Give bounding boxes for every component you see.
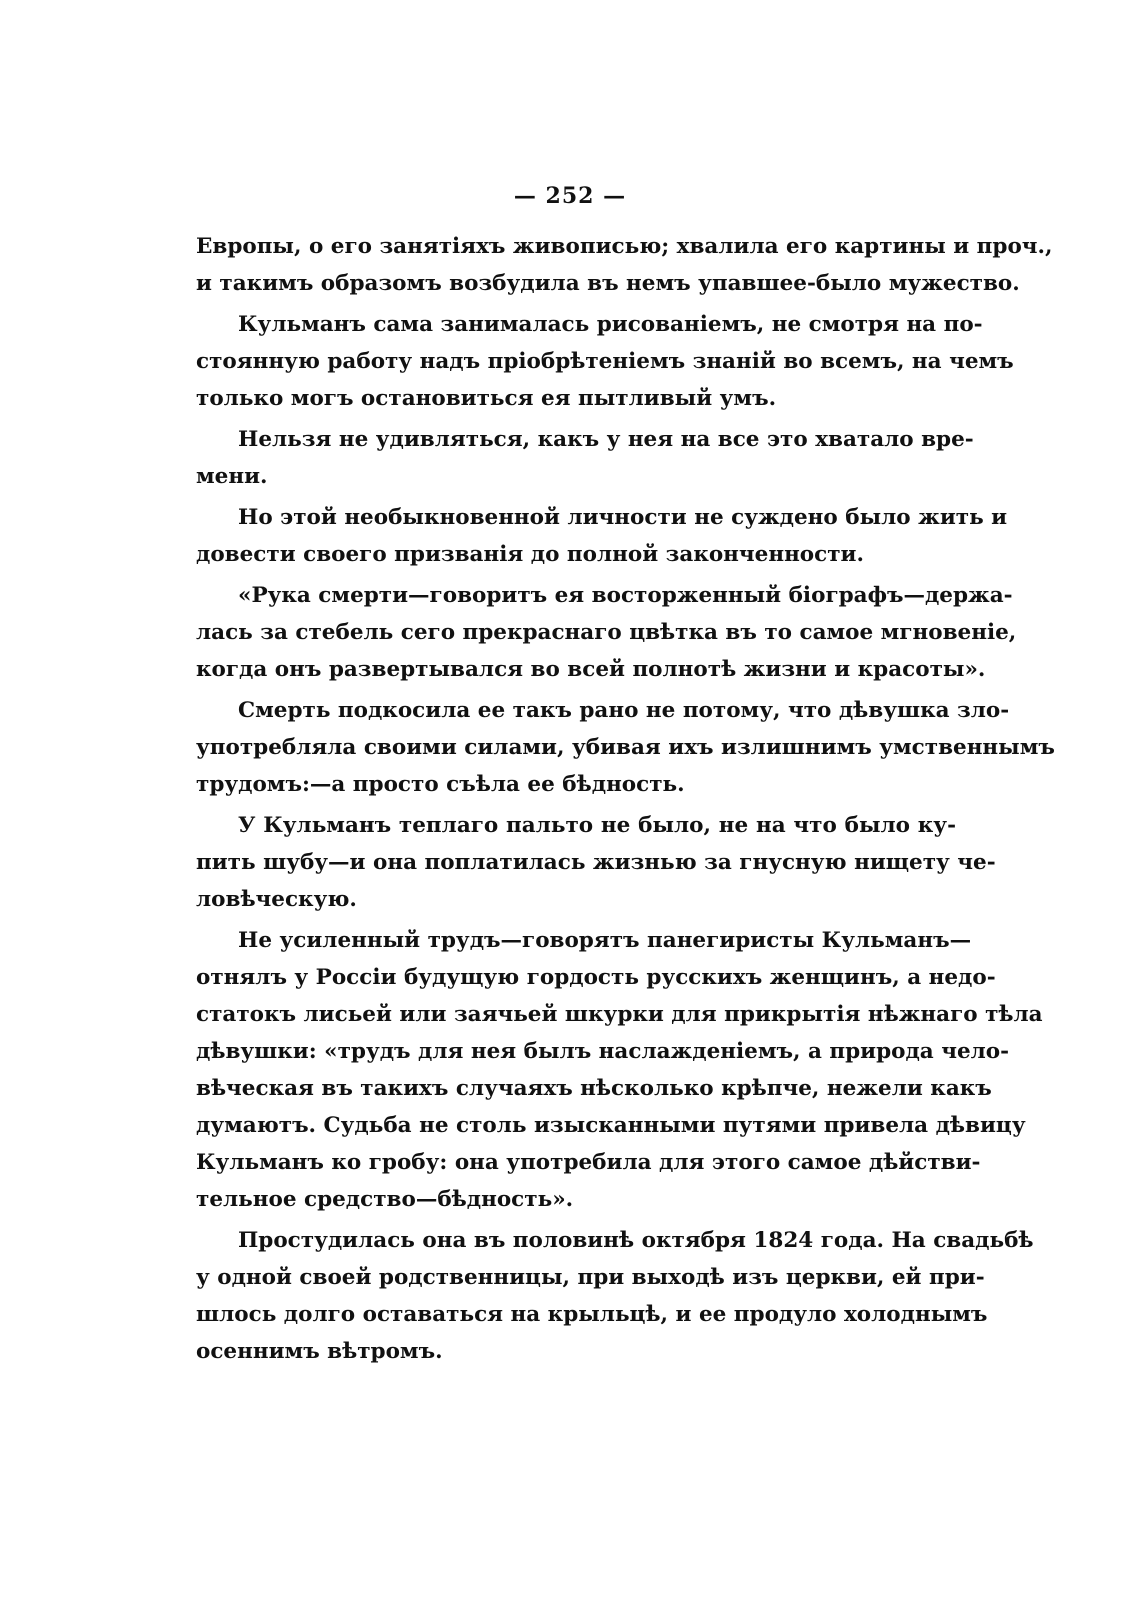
body-text — [196, 228, 1055, 1370]
text-line: У Кульманъ теплаго пальто не было, не на что было ку- — [238, 813, 956, 838]
text-line: Не усиленный трудъ—говорятъ панегиристы Кульманъ— — [238, 928, 972, 953]
text-line: Но этой необыкновенной личности не суждено было жить и — [238, 505, 1008, 530]
text-line: когда онъ развертывался во всей полнотѣ жизни и красоты». — [196, 657, 986, 682]
text-line: дѣвушки: «трудъ для нея былъ наслажденіемъ, а природа чело- — [196, 1039, 1010, 1064]
text-line: думаютъ. Судьба не столь изысканными путями привела дѣвицу — [196, 1113, 1026, 1138]
text-line: употребляла своими силами, убивая ихъ излишнимъ умственнымъ — [196, 735, 1055, 760]
text-line: статокъ лисьей или заячьей шкурки для прикрытія нѣжнаго тѣла — [196, 1002, 1043, 1027]
text-line: шлось долго оставаться на крыльцѣ, и ее продуло холоднымъ — [196, 1302, 988, 1327]
text-line: Нельзя не удивляться, какъ у нея на все это хватало вре- — [238, 427, 974, 452]
text-line: Кульманъ ко гробу: она употребила для этого самое дѣйстви- — [196, 1150, 981, 1175]
text-line: лась за стебель сего прекраснаго цвѣтка въ то самое мгновеніе, — [196, 620, 1017, 645]
text-line: «Рука смерти—говоритъ ея восторженный біографъ—держа- — [238, 583, 1013, 608]
text-line: ловѣческую. — [196, 887, 357, 912]
text-line: вѣческая въ такихъ случаяхъ нѣсколько крѣпче, нежели какъ — [196, 1076, 992, 1101]
text-line: осеннимъ вѣтромъ. — [196, 1339, 443, 1364]
text-line: Простудилась она въ половинѣ октября 1824 года. На свадьбѣ — [238, 1228, 1034, 1253]
text-line: отнялъ у Россіи будущую гордость русскихъ женщинъ, а недо- — [196, 965, 996, 990]
text-line: только могъ остановиться ея пытливый умъ. — [196, 386, 777, 411]
text-line: у одной своей родственницы, при выходѣ изъ церкви, ей при- — [196, 1265, 985, 1290]
page-number: — 252 — — [513, 183, 627, 209]
text-line: Европы, о его занятіяхъ живописью; хвалила его картины и проч., — [196, 234, 1053, 259]
text-line: довести своего призванія до полной законченности. — [196, 542, 864, 567]
text-line: мени. — [196, 464, 268, 489]
text-line: пить шубу—и она поплатилась жизнью за гнусную нищету че- — [196, 850, 996, 875]
text-line: тельное средство—бѣдность». — [196, 1187, 574, 1212]
text-line: Смерть подкосила ее такъ рано не потому, что дѣвушка зло- — [238, 698, 1010, 723]
text-line: трудомъ:—а просто съѣла ее бѣдность. — [196, 772, 685, 797]
text-line: стоянную работу надъ пріобрѣтеніемъ знаній во всемъ, на чемъ — [196, 349, 1014, 374]
text-line: и такимъ образомъ возбудила въ немъ упавшее-было мужество. — [196, 271, 1020, 296]
text-line: Кульманъ сама занималась рисованіемъ, не смотря на по- — [238, 312, 983, 337]
